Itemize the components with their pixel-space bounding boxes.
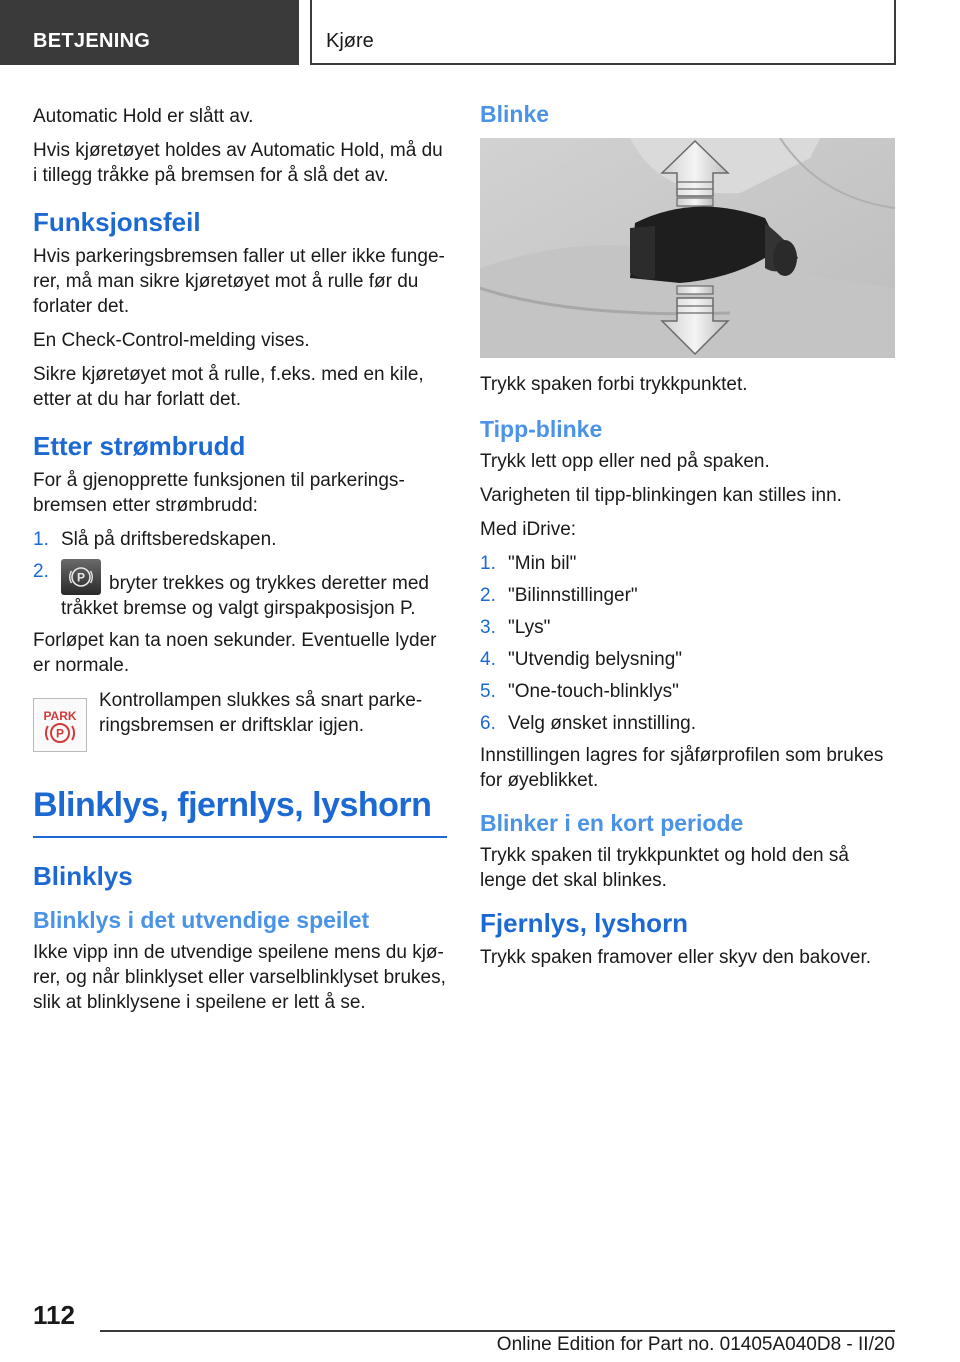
step-text: "Bilinnstillinger": [508, 585, 638, 606]
paragraph: Hvis parkeringsbremsen faller ut eller ikke fungerer, må man sikre kjøretøyet mot å rulle før du forlater det.: [33, 246, 445, 317]
paragraph: For å gjenopprette funksjonen til parkeringsbremsen etter strømbrudd:: [33, 470, 405, 516]
paragraph: Forløpet kan ta noen sekunder. Eventuelle lyder er normale.: [33, 630, 437, 676]
list-item: [480, 551, 894, 576]
park-indicator-icon: [33, 698, 87, 752]
heading-tipp-blinke: Tipp-blinke: [480, 416, 603, 442]
header-section: BETJENING: [0, 0, 299, 65]
note-text: Kontrollampen slukkes så snart parkeringsbremsen er driftsklar igjen.: [99, 690, 423, 736]
paragraph: Varigheten til tipp-blinkingen kan stilles inn.: [480, 485, 842, 506]
step-number: 5.: [480, 681, 496, 702]
list-item: [33, 559, 447, 621]
heading-blinklys: Blinklys: [33, 861, 133, 891]
chapter-heading: Blinklys, fjernlys, lyshorn: [33, 784, 447, 838]
heading-blinklys-speilet: Blinklys i det utvendige speilet: [33, 907, 370, 933]
heading-funksjonsfeil: Funksjonsfeil: [33, 207, 201, 237]
paragraph: Med iDrive:: [480, 519, 577, 540]
step-text: "Utvendig belysning": [508, 649, 683, 670]
right-column: [480, 100, 894, 979]
step-text: Velg ønsket innstilling.: [508, 713, 696, 734]
step-number: 6.: [480, 713, 496, 734]
paragraph: Ikke vipp inn de utvendige speilene mens du kjører, og når blinklyset eller varselblinklyset brukes, slik at blinklysene i speilene er lett å se.: [33, 942, 446, 1013]
step-text: "Min bil": [508, 553, 577, 574]
paragraph: Trykk spaken til trykkpunktet og hold den så lenge det skal blinkes.: [480, 845, 849, 891]
paragraph: Trykk lett opp eller ned på spaken.: [480, 451, 770, 472]
page-number: 112: [33, 1300, 75, 1330]
paragraph: En Check-Control-melding vises.: [33, 330, 310, 351]
list-item: [480, 711, 894, 736]
turn-signal-lever-illustration: [480, 138, 895, 358]
heading-blinke: Blinke: [480, 101, 550, 127]
step-text: "One-touch-blinklys": [508, 681, 679, 702]
heading-blinker-kort: Blinker i en kort periode: [480, 810, 744, 836]
heading-etter-stromBrudd: Etter strømbrudd: [33, 431, 246, 461]
header-chapter: Kjøre: [310, 0, 896, 65]
paragraph: Sikre kjøretøyet mot å rulle, f.eks. med en kile, etter at du har forlatt det.: [33, 364, 424, 410]
footer-divider: [100, 1330, 895, 1332]
list-item: [480, 679, 894, 704]
step-number: 1.: [33, 529, 49, 550]
paragraph: Innstillingen lagres for sjåførprofilen som brukes for øyeblikket.: [480, 745, 884, 791]
paragraph: Automatic Hold er slått av.: [33, 106, 254, 127]
park-icon-letter: P: [55, 726, 65, 741]
idrive-steps: [480, 551, 894, 736]
heading-fjernlys-lyshorn: Fjernlys, lyshorn: [480, 908, 689, 938]
step-number: 4.: [480, 649, 496, 670]
list-item: [33, 527, 447, 552]
list-item: [480, 583, 894, 608]
park-icon-text: PARK: [43, 709, 77, 723]
step-text: bryter trekkes og trykkes deretter med tråkket bremse og valgt girspakposisjon P.: [61, 573, 429, 619]
list-item: [480, 615, 894, 640]
list-item: [480, 647, 894, 672]
step-number: 3.: [480, 617, 496, 638]
paragraph: Trykk spaken forbi trykkpunktet.: [480, 374, 748, 395]
step-list: [33, 527, 447, 621]
left-column: [33, 104, 447, 1024]
step-text: Slå på driftsberedskapen.: [61, 529, 277, 550]
footer-edition: Online Edition for Part no. 01405A040D8 - II/20: [496, 1334, 895, 1355]
step-text: "Lys": [508, 617, 551, 638]
paragraph: Hvis kjøretøyet holdes av Automatic Hold, må du i tillegg tråkke på bremsen for å slå det av.: [33, 140, 443, 186]
step-number: 2.: [33, 561, 49, 582]
paragraph: Trykk spaken framover eller skyv den bakover.: [480, 947, 872, 968]
svg-text:P: P: [76, 570, 86, 585]
step-number: 1.: [480, 553, 496, 574]
indicator-note: [33, 688, 447, 748]
step-number: 2.: [480, 585, 496, 606]
parking-brake-button-icon: [61, 559, 101, 595]
